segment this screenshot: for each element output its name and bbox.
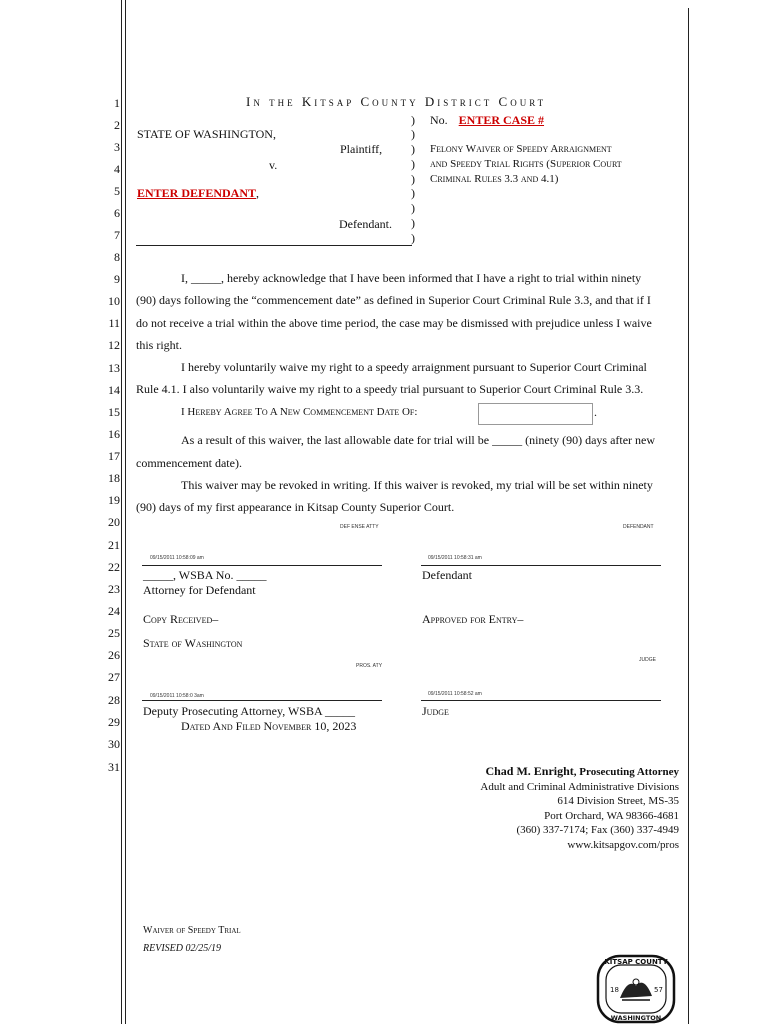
judge-label: Judge <box>422 704 449 718</box>
caption-paren: ) <box>411 186 415 200</box>
contact-name-line <box>379 764 679 780</box>
para4-line1: This waiver may be revoked in writing. If this waiver is revoked, my trial will be set within ninety <box>181 478 653 492</box>
para3-line2: commencement date). <box>136 456 242 470</box>
state-of-washington: State of Washington <box>143 636 243 650</box>
para1-line1: I, _____, hereby acknowledge that I have been informed that I have a right to trial within ninety <box>181 271 642 285</box>
seal-year-left: 18 <box>610 986 619 994</box>
line-number: 15 <box>108 405 120 419</box>
para3-line1: As a result of this waiver, the last allowable date for trial will be _____ (ninety (90) days after new <box>181 433 656 447</box>
line-number: 2 <box>114 118 120 132</box>
dated-filed: Dated And Filed November 10, 2023 <box>181 719 357 733</box>
contact-block <box>379 764 679 852</box>
left-margin-rule-inner <box>125 0 126 1024</box>
doc-title-line-1: Felony Waiver of Speedy Arraignment <box>430 143 612 155</box>
footer-revised: REVISED 02/25/19 <box>143 943 222 954</box>
line-number: 11 <box>108 316 120 330</box>
para4-line2: (90) days of my first appearance in Kitsap County Superior Court. <box>136 500 455 514</box>
para1-line2: (90) days following the “commencement date” as defined in Superior Court Criminal Rule 3.3, and that if I <box>136 293 651 307</box>
line-number: 17 <box>108 449 120 463</box>
contact-web[interactable]: www.kitsapgov.com/pros <box>567 838 679 851</box>
doc-title-line-2: and Speedy Trial Rights (Superior Court <box>430 158 622 170</box>
line-number: 3 <box>114 140 120 154</box>
judge-caption: JUDGE <box>639 657 656 663</box>
line-number: 26 <box>108 648 120 662</box>
line-number: 21 <box>108 538 120 552</box>
caption-paren: ) <box>411 142 415 156</box>
caption-paren: ) <box>411 216 415 230</box>
judge-signature-line[interactable] <box>421 700 661 701</box>
caption-paren: ) <box>411 127 415 141</box>
right-margin-rule <box>688 8 689 1024</box>
line-number: 27 <box>108 670 120 684</box>
defendant-caption: DEFENDANT <box>623 524 654 530</box>
line-number: 24 <box>108 604 120 618</box>
county-seal-icon <box>596 952 676 1024</box>
left-margin-rule-outer <box>121 0 122 1024</box>
defendant-comma: , <box>256 186 260 200</box>
county-seal <box>596 952 676 1024</box>
para2-line1: I hereby voluntarily waive my right to a speedy arraignment pursuant to Superior Court Criminal <box>181 360 647 374</box>
case-no-placeholder[interactable]: ENTER CASE # <box>458 113 545 127</box>
line-number: 4 <box>114 162 120 176</box>
line-number: 29 <box>108 715 120 729</box>
line-number: 12 <box>108 338 120 352</box>
contact-name: Chad M. Enright <box>485 764 574 778</box>
line-number: 22 <box>108 560 120 574</box>
timestamp-def-atty: 09/15/2011 10:58:09 am <box>150 555 204 561</box>
contact-phone: (360) 337-7174; Fax (360) 337-4949 <box>516 824 679 836</box>
line-number: 18 <box>108 471 120 485</box>
footer-form-name: Waiver of Speedy Trial <box>143 925 241 936</box>
line-number: 7 <box>114 228 120 242</box>
commencement-period: . <box>594 405 597 419</box>
line-number: 8 <box>114 250 120 264</box>
caption-paren: ) <box>411 231 415 245</box>
versus-text: v. <box>269 158 278 172</box>
defendant-placeholder[interactable]: ENTER DEFENDANT <box>137 186 257 200</box>
approved-for-entry: Approved for Entry– <box>422 612 524 626</box>
para1-line3: do not receive a trial within the above time period, the case may be dismissed with prejudice unless I waive <box>136 316 652 330</box>
commencement-label: I Hereby Agree To A New Commencement Date Of: <box>181 406 418 418</box>
caption-paren: ) <box>411 172 415 186</box>
caption-paren: ) <box>411 157 415 171</box>
line-number: 13 <box>108 361 120 375</box>
line-number: 5 <box>114 184 120 198</box>
def-atty-caption: DEF ENSE ATTY <box>340 524 379 530</box>
pros-signature-line[interactable] <box>142 700 382 701</box>
defendant-name[interactable] <box>137 186 259 200</box>
plaintiff-name: STATE OF WASHINGTON, <box>137 127 276 141</box>
caption-bottom-rule <box>136 245 412 246</box>
plaintiff-role: Plaintiff, <box>340 142 383 156</box>
line-number: 28 <box>108 693 120 707</box>
line-number: 23 <box>108 582 120 596</box>
line-number: 31 <box>108 760 120 774</box>
caption-paren: ) <box>411 201 415 215</box>
caption-paren: ) <box>411 113 415 127</box>
defendant-label: Defendant <box>422 568 472 582</box>
line-number: 16 <box>108 427 120 441</box>
doc-title-line-3: Criminal Rules 3.3 and 4.1) <box>430 173 559 185</box>
line-number: 9 <box>114 272 120 286</box>
court-title: In the Kitsap County District Court <box>246 94 547 109</box>
seal-year-right: 57 <box>654 986 663 994</box>
timestamp-pros: 09/15/2011 10:58:0 3am <box>150 693 204 699</box>
attorney-for-defendant: Attorney for Defendant <box>143 583 256 597</box>
para2-line2: Rule 4.1. I also voluntarily waive my right to a speedy trial pursuant to Superior Court Criminal Rule 3.3. <box>136 382 644 396</box>
line-number: 20 <box>108 515 120 529</box>
contact-city: Port Orchard, WA 98366-4681 <box>544 809 679 822</box>
case-number[interactable] <box>430 113 544 127</box>
seal-bottom-text: WASHINGTON <box>610 1014 662 1022</box>
line-number: 30 <box>108 737 120 751</box>
deputy-pros-line: Deputy Prosecuting Attorney, WSBA _____ <box>143 704 355 718</box>
timestamp-judge: 09/15/2011 10:58:52 am <box>428 691 482 697</box>
line-number: 10 <box>108 294 120 308</box>
contact-title: , Prosecuting Attorney <box>573 766 679 778</box>
wsba-line: _____, WSBA No. _____ <box>143 568 267 582</box>
contact-division: Adult and Criminal Administrative Divisions <box>480 780 679 793</box>
defendant-signature-line[interactable] <box>421 565 661 566</box>
case-no-label: No. <box>430 113 448 127</box>
line-number: 14 <box>108 383 120 397</box>
defendant-role: Defendant. <box>339 217 392 231</box>
timestamp-defendant: 09/15/2011 10:58:31 am <box>428 555 482 561</box>
contact-street: 614 Division Street, MS-35 <box>557 795 679 807</box>
para1-line4: this right. <box>136 338 183 352</box>
copy-received: Copy Received– <box>143 612 219 626</box>
def-atty-signature-line[interactable] <box>142 565 382 566</box>
pros-caption: PROS. ATY <box>356 663 383 669</box>
line-number: 6 <box>114 206 120 220</box>
commencement-date-input[interactable] <box>478 403 593 425</box>
seal-top-text: KITSAP COUNTY <box>604 958 668 966</box>
line-number: 1 <box>114 96 120 110</box>
line-number: 25 <box>108 626 120 640</box>
line-number: 19 <box>108 493 120 507</box>
